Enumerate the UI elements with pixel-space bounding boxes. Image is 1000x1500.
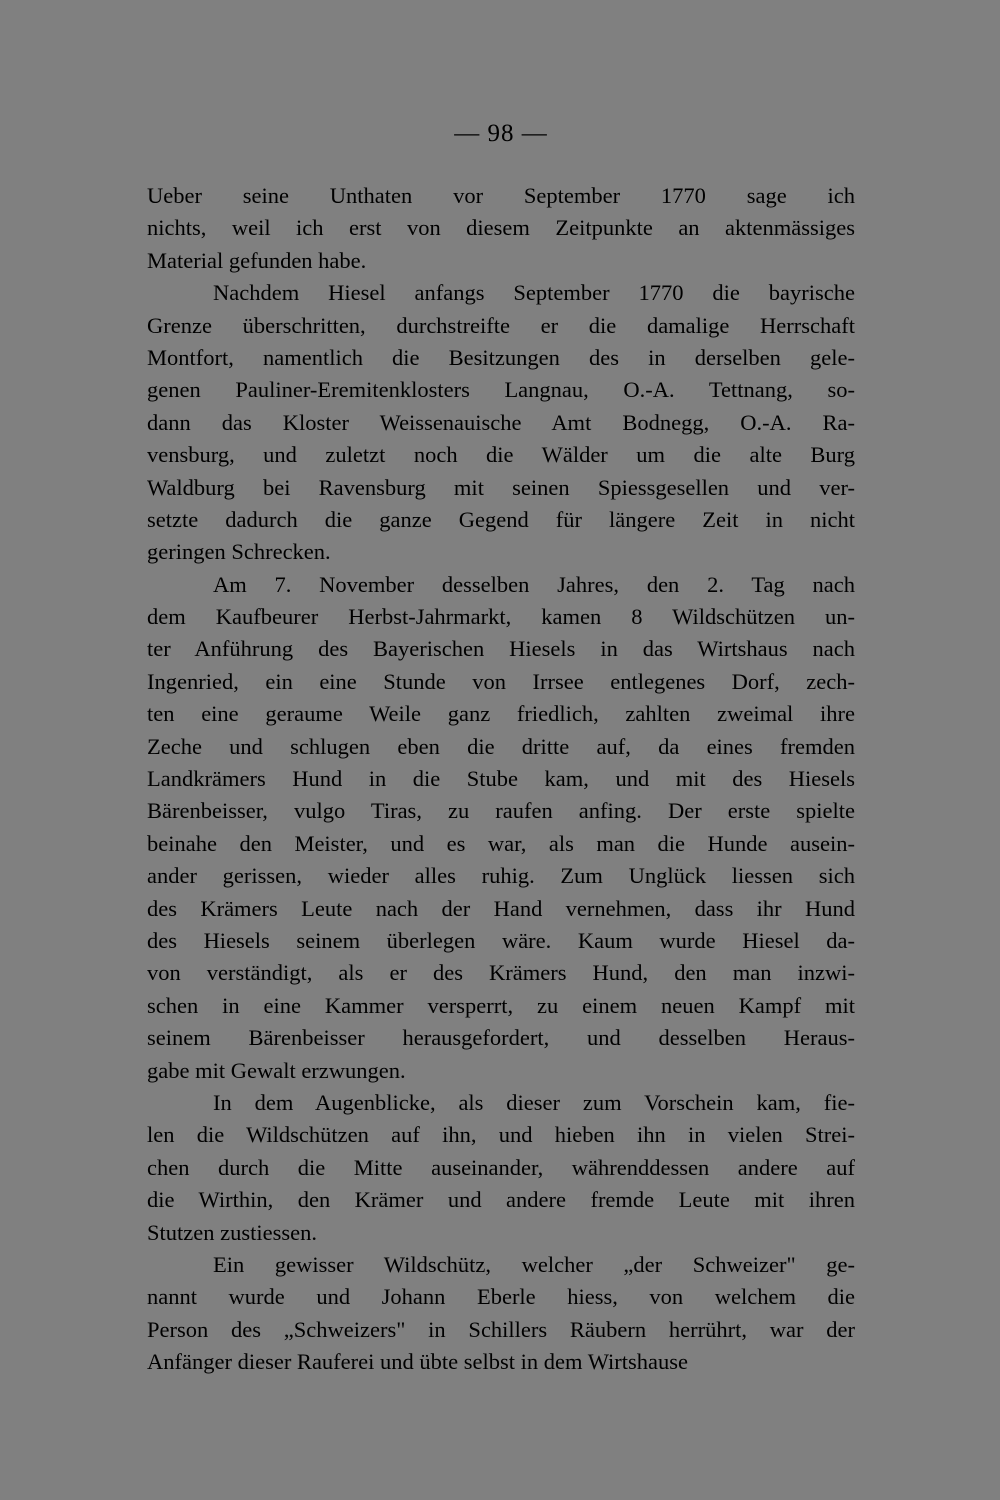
text-line: schen in eine Kammer versperrt, zu einem neuen Kampf mit [147, 992, 855, 1018]
text-line: Zeche und schlugen eben die dritte auf, da eines fremden [147, 733, 855, 759]
text-line: Grenze überschritten, durchstreifte er die damalige Herrschaft [147, 312, 855, 338]
text-line: Ein gewisser Wildschütz, welcher „der Schweizer" ge- [213, 1251, 855, 1277]
text-line: setzte dadurch die ganze Gegend für längere Zeit in nicht [147, 506, 855, 532]
text-line: chen durch die Mitte auseinander, währenddessen andere auf [147, 1154, 855, 1180]
text-line: des Krämers Leute nach der Hand vernehmen, dass ihr Hund [147, 895, 855, 921]
text-line: In dem Augenblicke, als dieser zum Vorschein kam, fie- [213, 1089, 855, 1115]
text-line: von verständigt, als er des Krämers Hund, den man inzwi- [147, 960, 855, 986]
text-line: vensburg, und zuletzt noch die Wälder um die alte Burg [147, 442, 855, 468]
text-line: ander gerissen, wieder alles ruhig. Zum Unglück liessen sich [147, 863, 855, 889]
text-line: gabe mit Gewalt erzwungen. [147, 1057, 406, 1083]
text-line: Person des „Schweizers" in Schillers Räubern herrührt, war der [147, 1316, 855, 1342]
text-line: Landkrämers Hund in die Stube kam, und mit des Hiesels [147, 766, 855, 792]
body-text [147, 180, 855, 1378]
text-line: Bärenbeisser, vulgo Tiras, zu raufen anfing. Der erste spielte [147, 798, 855, 824]
text-line: len die Wildschützen auf ihn, und hieben ihn in vielen Strei- [147, 1122, 855, 1148]
text-line: Stutzen zustiessen. [147, 1219, 317, 1245]
text-line: Am 7. November desselben Jahres, den 2. Tag nach [213, 571, 855, 597]
text-line: Ingenried, ein eine Stunde von Irrsee entlegenes Dorf, zech- [147, 668, 855, 694]
text-line: Ueber seine Unthaten vor September 1770 sage ich [147, 183, 855, 208]
text-line: ten eine geraume Weile ganz friedlich, zahlten zweimal ihre [147, 701, 855, 727]
text-line: ter Anführung des Bayerischen Hiesels in das Wirtshaus nach [147, 636, 855, 662]
text-line: Nachdem Hiesel anfangs September 1770 die bayrische [213, 280, 855, 306]
text-line: Waldburg bei Ravensburg mit seinen Spiessgesellen und ver- [147, 474, 855, 500]
text-line: beinahe den Meister, und es war, als man die Hunde ausein- [147, 830, 855, 856]
text-line: geringen Schrecken. [147, 539, 331, 565]
text-line: Montfort, namentlich die Besitzungen des in derselben gele- [147, 344, 855, 370]
text-line: Material gefunden habe. [147, 247, 367, 273]
text-line: seinem Bärenbeisser herausgefordert, und desselben Heraus- [147, 1025, 855, 1051]
text-line: die Wirthin, den Krämer und andere fremde Leute mit ihren [147, 1187, 855, 1213]
text-line: Anfänger dieser Rauferei und übte selbst in dem Wirtshause [147, 1349, 689, 1375]
text-line: nannt wurde und Johann Eberle hiess, von welchem die [147, 1284, 855, 1310]
text-line: genen Pauliner-Eremitenklosters Langnau, O.-A. Tettnang, so- [147, 377, 855, 403]
page-number: — 98 — [454, 120, 548, 147]
text-line: dann das Kloster Weissenauische Amt Bodnegg, O.-A. Ra- [147, 409, 855, 435]
book-page [147, 0, 855, 1500]
text-line: dem Kaufbeurer Herbst-Jahrmarkt, kamen 8 Wildschützen un- [147, 604, 855, 630]
text-line: nichts, weil ich erst von diesem Zeitpunkte an aktenmässiges [147, 215, 855, 241]
text-line: des Hiesels seinem überlegen wäre. Kaum wurde Hiesel da- [147, 927, 855, 953]
